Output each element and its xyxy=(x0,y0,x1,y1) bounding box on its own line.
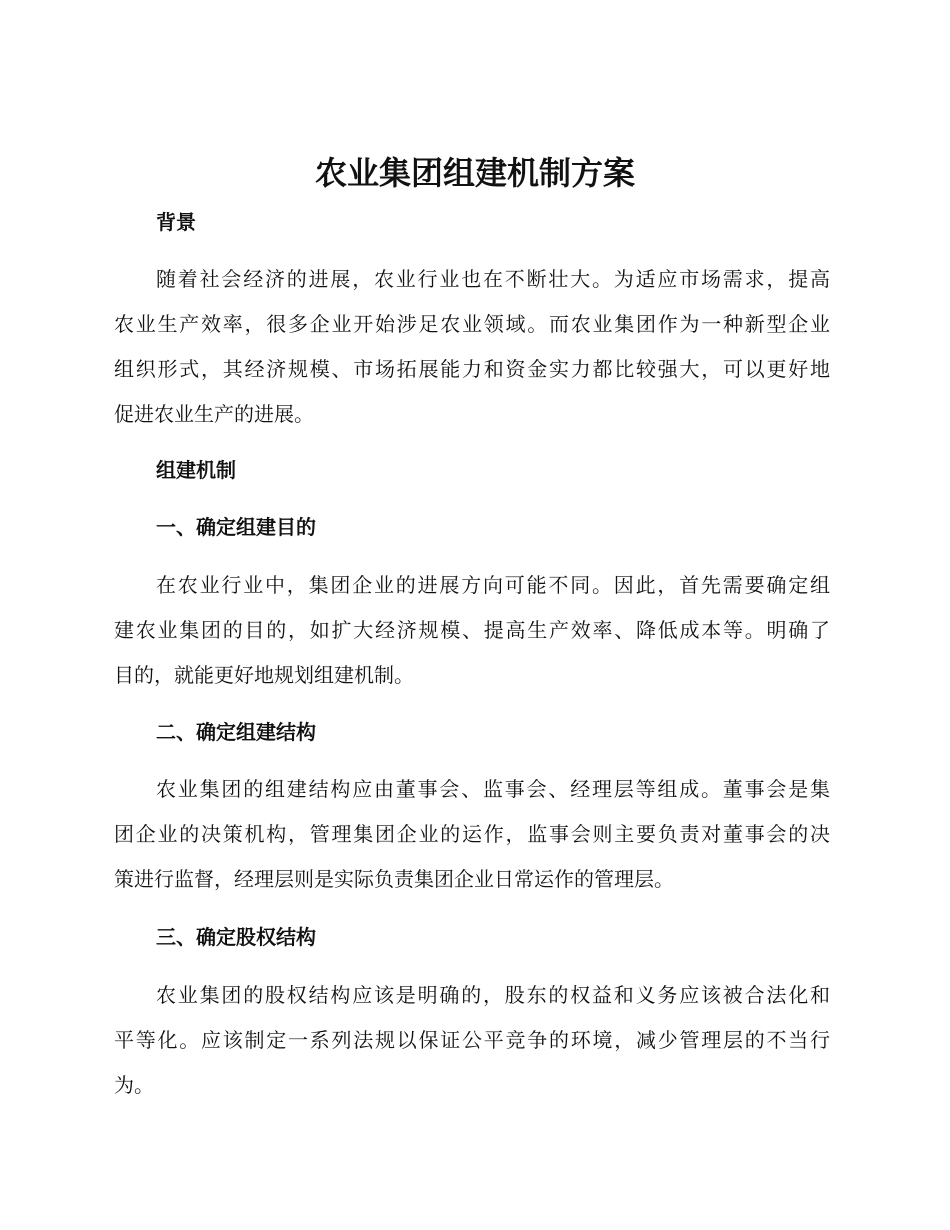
paragraph-line: 为。 xyxy=(114,1073,154,1097)
paragraph-background xyxy=(114,257,830,437)
paragraph-purpose xyxy=(114,563,830,698)
paragraph-line: 农业生产效率，很多企业开始涉足农业领域。而农业集团作为一种新型企业 xyxy=(114,312,830,336)
paragraph-line: 策进行监督，经理层则是实际负责集团企业日常运作的管理层。 xyxy=(114,867,674,891)
paragraph-line: 组织形式，其经济规模、市场拓展能力和资金实力都比较强大，可以更好地 xyxy=(114,357,830,381)
section-heading-purpose: 一、确定组建目的 xyxy=(156,515,316,539)
paragraph-line: 团企业的决策机构，管理集团企业的运作，监事会则主要负责对董事会的决 xyxy=(114,822,830,846)
paragraph-line: 目的，就能更好地规划组建机制。 xyxy=(114,663,414,687)
paragraph-line: 平等化。应该制定一系列法规以保证公平竞争的环境，减少管理层的不当行 xyxy=(114,1028,830,1052)
paragraph-structure xyxy=(114,767,830,902)
paragraph-line: 在农业行业中，集团企业的进展方向可能不同。因此，首先需要确定组 xyxy=(156,573,830,597)
paragraph-line: 农业集团的组建结构应由董事会、监事会、经理层等组成。董事会是集 xyxy=(156,777,830,801)
paragraph-line: 随着社会经济的进展，农业行业也在不断壮大。为适应市场需求，提高 xyxy=(156,267,830,291)
section-heading-mechanism: 组建机制 xyxy=(156,458,236,482)
document-title: 农业集团组建机制方案 xyxy=(314,154,635,192)
section-heading-equity: 三、确定股权结构 xyxy=(156,925,316,949)
section-heading-structure: 二、确定组建结构 xyxy=(156,720,316,744)
paragraph-equity xyxy=(114,973,830,1108)
paragraph-line: 促进农业生产的进展。 xyxy=(114,402,314,426)
section-heading-background: 背景 xyxy=(156,210,196,234)
paragraph-line: 农业集团的股权结构应该是明确的，股东的权益和义务应该被合法化和 xyxy=(156,983,830,1007)
paragraph-line: 建农业集团的目的，如扩大经济规模、提高生产效率、降低成本等。明确了 xyxy=(114,618,830,642)
